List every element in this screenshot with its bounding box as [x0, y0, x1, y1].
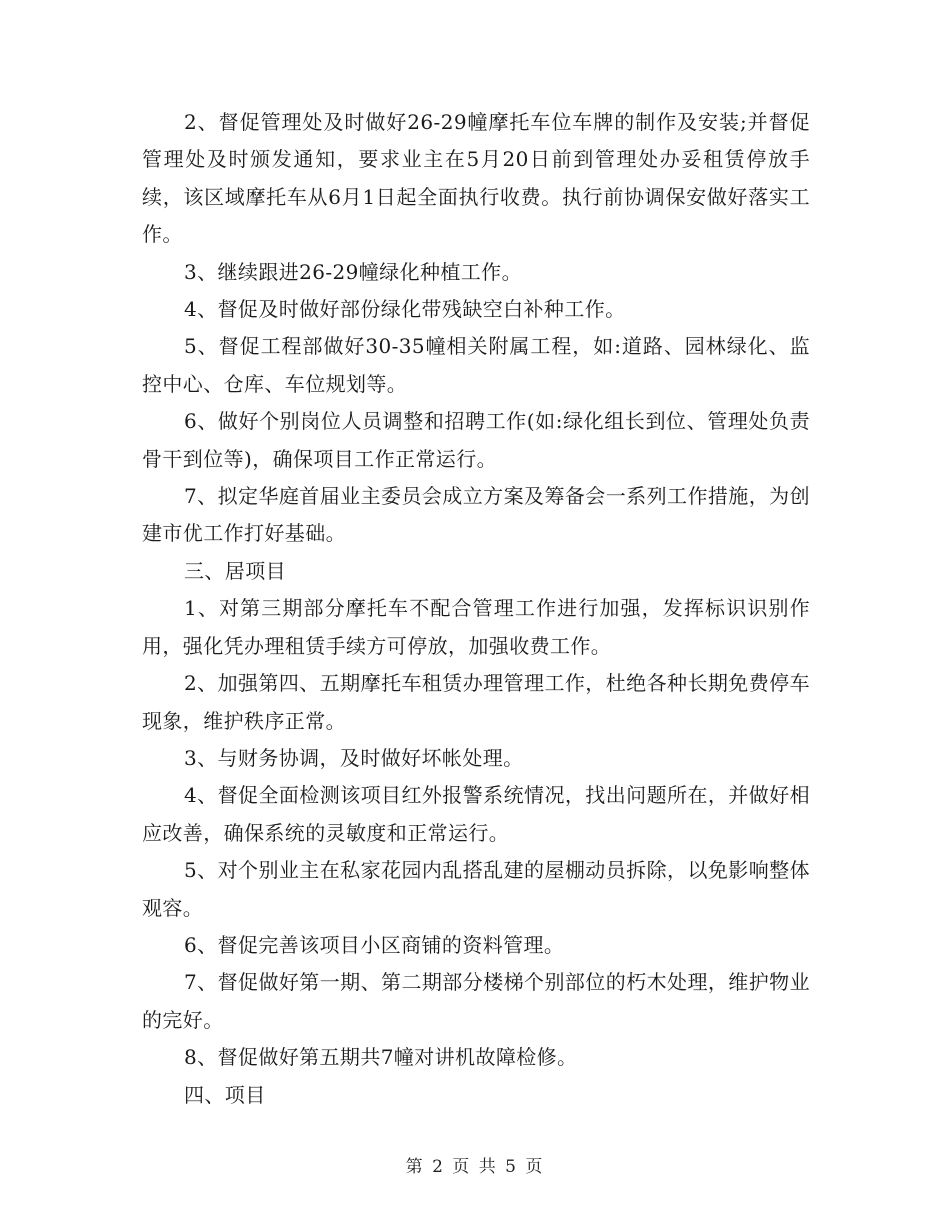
document-body: [142, 104, 810, 1114]
paragraph: 7、督促做好第一期、第二期部分楼梯个别部位的朽木处理，维护物业的完好。: [142, 970, 810, 1032]
section-heading: 三、居项目: [184, 558, 286, 583]
section-heading: 四、项目: [184, 1082, 266, 1107]
paragraph: 4、督促全面检测该项目红外报警系统情况，找出问题所在，并做好相应改善，确保系统的灵敏度和正常运行。: [142, 783, 810, 845]
paragraph: 3、与财务协调，及时做好坏帐处理。: [184, 745, 524, 770]
paragraph: 4、督促及时做好部份绿化带残缺空白补种工作。: [184, 297, 626, 322]
page-footer: 第 2 页 共 5 页: [405, 1157, 545, 1177]
paragraph: 5、督促工程部做好30-35幢相关附属工程，如:道路、园林绿化、监控中心、仓库、车位规划等。: [142, 334, 810, 396]
paragraph: 7、拟定华庭首届业主委员会成立方案及筹备会一系列工作措施，为创建市优工作打好基础。: [142, 484, 810, 546]
paragraph: 6、做好个别岗位人员调整和招聘工作(如:绿化组长到位、管理处负责骨干到位等)，确保项目工作正常运行。: [142, 409, 810, 471]
paragraph: 8、督促做好第五期共7幢对讲机故障检修。: [184, 1045, 578, 1070]
paragraph: 5、对个别业主在私家花园内乱搭乱建的屋棚动员拆除，以免影响整体观容。: [142, 858, 810, 920]
paragraph: 3、继续跟进26-29幢绿化种植工作。: [184, 259, 522, 284]
paragraph: 2、督促管理处及时做好26-29幢摩托车位车牌的制作及安装;并督促管理处及时颁发通知，要求业主在5月20日前到管理处办妥租赁停放手续，该区域摩托车从6月1日起全面执行收费。执行前协调保安做好落实工作。: [142, 110, 810, 247]
paragraph: 1、对第三期部分摩托车不配合管理工作进行加强，发挥标识识别作用，强化凭办理租赁手续方可停放，加强收费工作。: [142, 596, 810, 658]
paragraph: 6、督促完善该项目小区商铺的资料管理。: [184, 932, 565, 957]
paragraph: 2、加强第四、五期摩托车租赁办理管理工作，杜绝各种长期免费停车现象，维护秩序正常。: [142, 671, 810, 733]
